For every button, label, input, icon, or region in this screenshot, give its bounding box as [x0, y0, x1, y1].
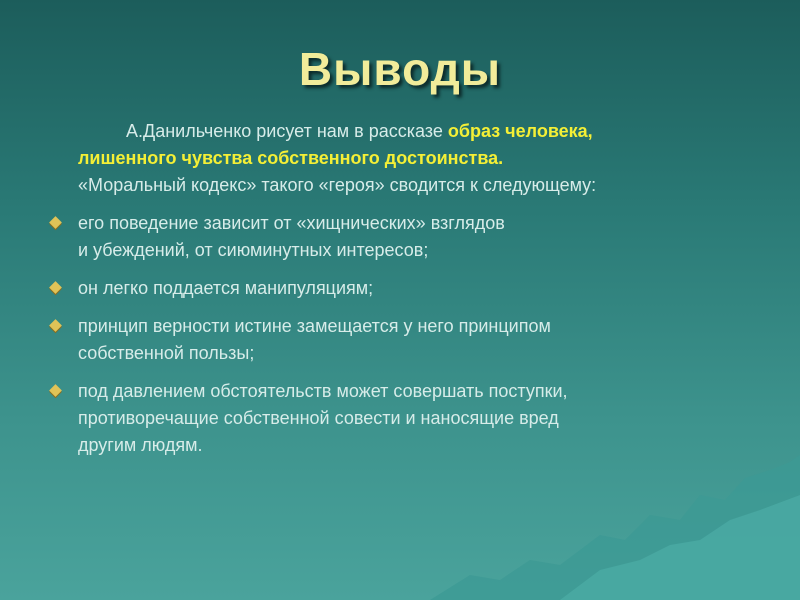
list-item-line: его поведение зависит от «хищнических» взглядов	[78, 213, 505, 233]
list-item-line: собственной пользы;	[78, 343, 255, 363]
list-item-line: другим людям.	[78, 435, 203, 455]
list-item	[46, 210, 746, 264]
list-item	[46, 275, 746, 302]
slide-body	[46, 118, 746, 459]
list-item-line: противоречащие собственной совести и наносящие вред	[78, 408, 559, 428]
intro-highlight-second: лишенного чувства собственного достоинства.	[78, 148, 504, 168]
intro-paragraph	[78, 118, 746, 199]
slide-title: Выводы	[298, 43, 502, 95]
diamond-bullet-icon	[49, 384, 62, 397]
intro-text: А.Данильченко рисует нам в рассказе	[126, 121, 448, 141]
list-item-line: он легко поддается манипуляциям;	[78, 278, 374, 298]
list-item-line: и убеждений, от сиюминутных интересов;	[78, 240, 429, 260]
list-item	[46, 378, 746, 459]
intro-highlight-first: образ человека,	[447, 121, 593, 141]
diamond-bullet-icon	[49, 281, 62, 294]
diamond-bullet-icon	[49, 216, 62, 229]
list-item-line: под давлением обстоятельств может совершать поступки,	[78, 381, 568, 401]
list-item-line: принцип верности истине замещается у него принципом	[78, 316, 551, 336]
intro-moral-code-text: «Моральный кодекс» такого «героя» сводится к следующему:	[78, 175, 597, 195]
diamond-bullet-icon	[49, 319, 62, 332]
conclusions-list	[46, 210, 746, 459]
list-item	[46, 313, 746, 367]
